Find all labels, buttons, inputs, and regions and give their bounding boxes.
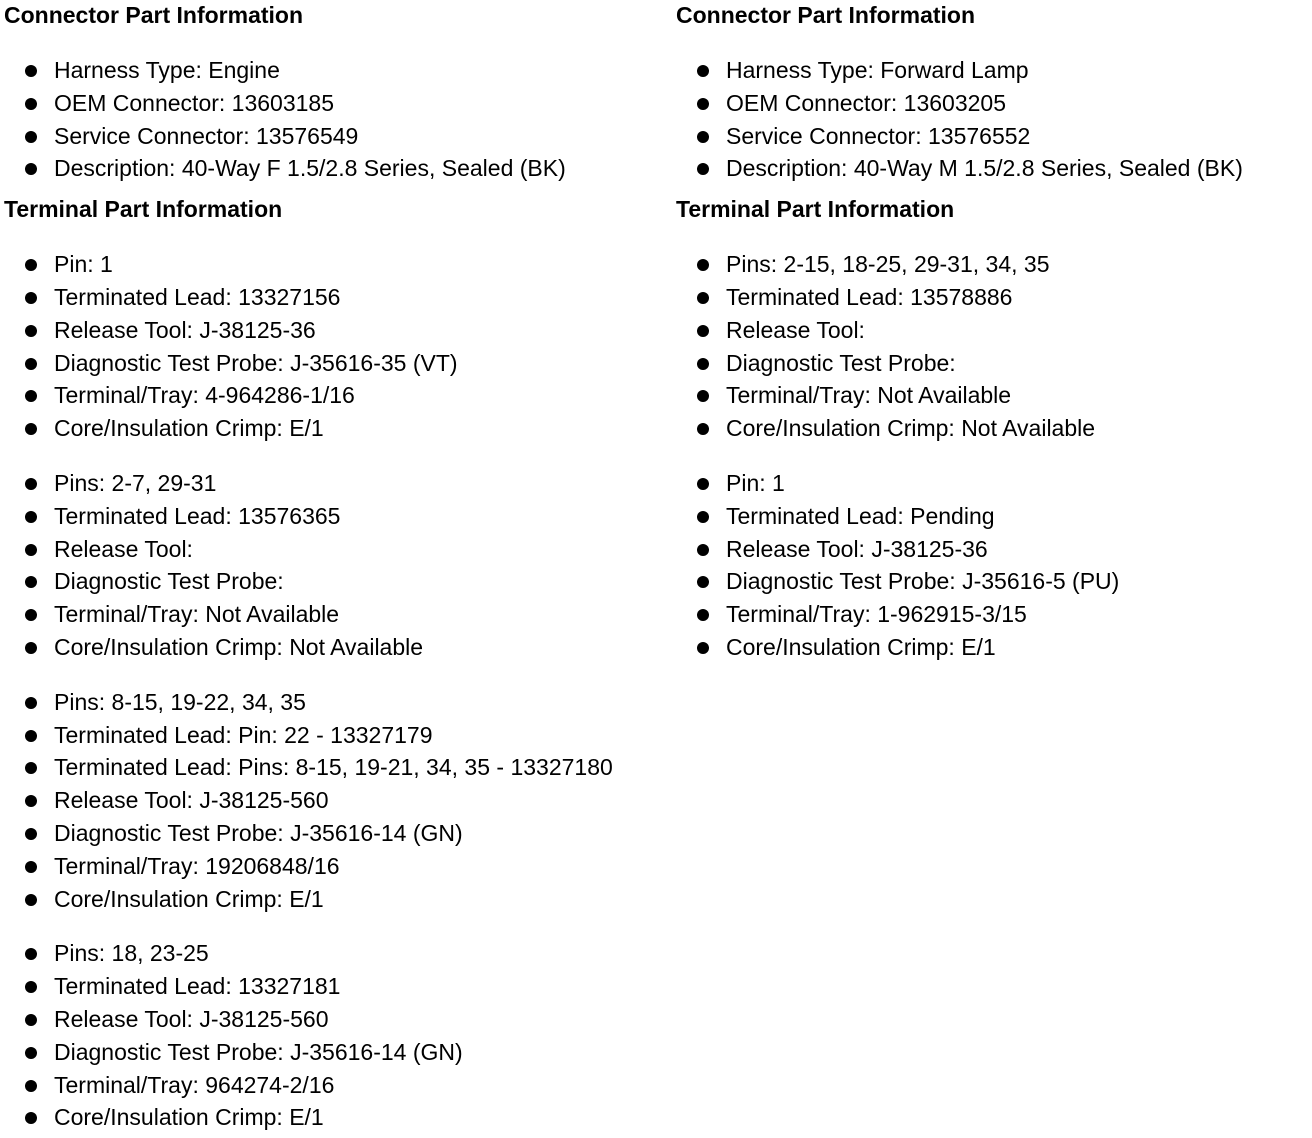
pins-item: Pins: 8-15, 19-22, 34, 35 bbox=[4, 686, 668, 719]
terminal-tray-item: Terminal/Tray: 964274-2/16 bbox=[4, 1069, 668, 1102]
pins-item: Pin: 1 bbox=[676, 467, 1310, 500]
terminal-tray-item: Terminal/Tray: 4-964286-1/16 bbox=[4, 379, 668, 412]
terminated-lead-item: Terminated Lead: 13327181 bbox=[4, 970, 668, 1003]
description-item: Description: 40-Way F 1.5/2.8 Series, Sealed (BK) bbox=[4, 152, 668, 185]
release-tool-item: Release Tool: J-38125-36 bbox=[676, 533, 1310, 566]
crimp-item: Core/Insulation Crimp: E/1 bbox=[4, 883, 668, 916]
terminal-group-pin-1 bbox=[4, 248, 668, 445]
terminal-group-pins-2-15 bbox=[676, 248, 1310, 445]
release-tool-item: Release Tool: bbox=[676, 314, 1310, 347]
terminated-lead-item: Terminated Lead: Pending bbox=[676, 500, 1310, 533]
release-tool-item: Release Tool: J-38125-36 bbox=[4, 314, 668, 347]
right-connector-column bbox=[676, 0, 1310, 664]
terminal-tray-item: Terminal/Tray: 19206848/16 bbox=[4, 850, 668, 883]
description-item: Description: 40-Way M 1.5/2.8 Series, Sealed (BK) bbox=[676, 152, 1310, 185]
diagnostic-probe-item: Diagnostic Test Probe: bbox=[676, 347, 1310, 380]
oem-connector-item: OEM Connector: 13603185 bbox=[4, 87, 668, 120]
service-connector-item: Service Connector: 13576549 bbox=[4, 120, 668, 153]
pins-item: Pins: 2-15, 18-25, 29-31, 34, 35 bbox=[676, 248, 1310, 281]
crimp-item: Core/Insulation Crimp: Not Available bbox=[4, 631, 668, 664]
diagnostic-probe-item: Diagnostic Test Probe: J-35616-5 (PU) bbox=[676, 565, 1310, 598]
connector-info-list bbox=[676, 54, 1310, 185]
release-tool-item: Release Tool: bbox=[4, 533, 668, 566]
release-tool-item: Release Tool: J-38125-560 bbox=[4, 1003, 668, 1036]
crimp-item: Core/Insulation Crimp: E/1 bbox=[4, 1101, 668, 1134]
crimp-item: Core/Insulation Crimp: Not Available bbox=[676, 412, 1310, 445]
crimp-item: Core/Insulation Crimp: E/1 bbox=[4, 412, 668, 445]
pins-item: Pins: 2-7, 29-31 bbox=[4, 467, 668, 500]
terminated-lead-item: Terminated Lead: 13578886 bbox=[676, 281, 1310, 314]
connector-part-heading: Connector Part Information bbox=[676, 2, 976, 28]
harness-type-item: Harness Type: Forward Lamp bbox=[676, 54, 1310, 87]
diagnostic-probe-item: Diagnostic Test Probe: J-35616-35 (VT) bbox=[4, 347, 668, 380]
terminal-group-pin-1 bbox=[676, 467, 1310, 664]
terminal-tray-item: Terminal/Tray: Not Available bbox=[4, 598, 668, 631]
pins-item: Pin: 1 bbox=[4, 248, 668, 281]
terminated-lead-item: Terminated Lead: 13327156 bbox=[4, 281, 668, 314]
service-connector-item: Service Connector: 13576552 bbox=[676, 120, 1310, 153]
terminal-group-pins-18-23 bbox=[4, 937, 668, 1134]
left-connector-column bbox=[4, 0, 668, 1134]
terminated-lead-item: Terminated Lead: Pin: 22 - 13327179 bbox=[4, 719, 668, 752]
terminal-group-pins-8-15 bbox=[4, 686, 668, 916]
connector-part-heading: Connector Part Information bbox=[4, 2, 304, 28]
terminal-part-heading: Terminal Part Information bbox=[676, 196, 955, 223]
terminal-tray-item: Terminal/Tray: Not Available bbox=[676, 379, 1310, 412]
terminal-part-heading: Terminal Part Information bbox=[4, 196, 283, 223]
release-tool-item: Release Tool: J-38125-560 bbox=[4, 784, 668, 817]
diagnostic-probe-item: Diagnostic Test Probe: J-35616-14 (GN) bbox=[4, 1036, 668, 1069]
connector-info-list bbox=[4, 54, 668, 185]
terminated-lead-item: Terminated Lead: 13576365 bbox=[4, 500, 668, 533]
crimp-item: Core/Insulation Crimp: E/1 bbox=[676, 631, 1310, 664]
diagnostic-probe-item: Diagnostic Test Probe: J-35616-14 (GN) bbox=[4, 817, 668, 850]
pins-item: Pins: 18, 23-25 bbox=[4, 937, 668, 970]
diagnostic-probe-item: Diagnostic Test Probe: bbox=[4, 565, 668, 598]
harness-type-item: Harness Type: Engine bbox=[4, 54, 668, 87]
terminated-lead-item: Terminated Lead: Pins: 8-15, 19-21, 34, 35 - 13327180 bbox=[4, 751, 668, 784]
terminal-group-pins-2-7 bbox=[4, 467, 668, 664]
oem-connector-item: OEM Connector: 13603205 bbox=[676, 87, 1310, 120]
terminal-tray-item: Terminal/Tray: 1-962915-3/15 bbox=[676, 598, 1310, 631]
